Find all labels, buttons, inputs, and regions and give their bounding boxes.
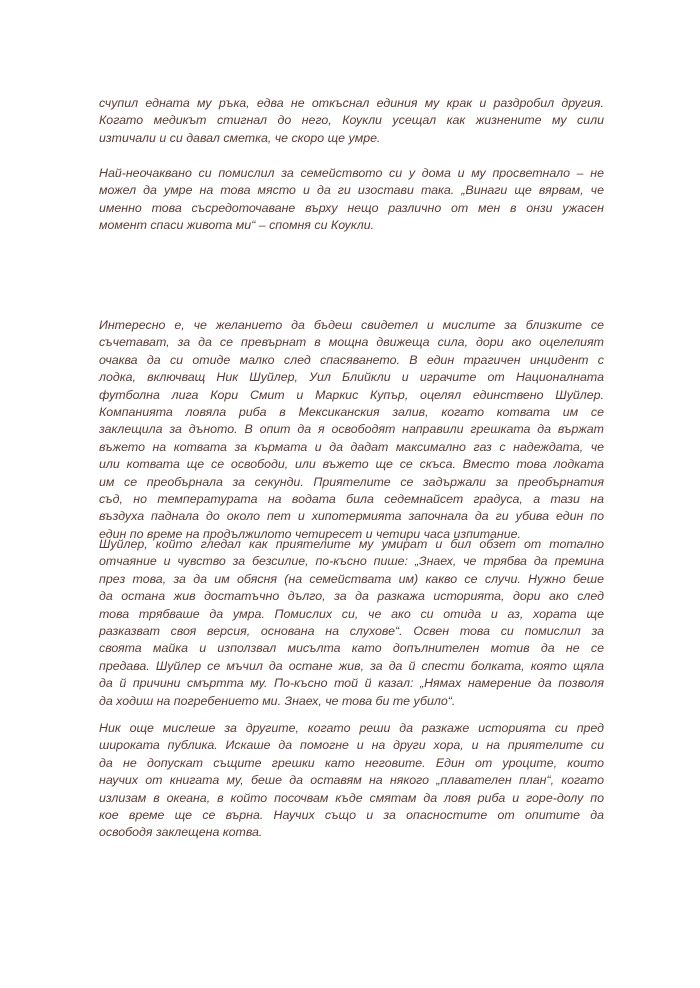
text-line: съчетават, за да се превърнат в мощна движеща сила, дори ако оцелелият — [99, 335, 604, 350]
text-line: кое време ще се върна. Научих също и за опасностите от опитите да — [99, 808, 604, 823]
text-line: да й причини смъртта му. По-късно той й казал: „Нямах намерение да позволя — [99, 676, 604, 691]
text-line: съд, но температурата на водата била седемнайсет градуса, а тази на — [99, 492, 604, 507]
text-line: Най-неочаквано си помислил за семейството си у дома и му просветнало – не — [99, 166, 604, 180]
text-line: това трябваше да умра. Помислих си, че ако си отида и аз, хората ще — [99, 606, 604, 621]
paragraph-5 — [99, 720, 604, 842]
text-line: своята майка и използвал мисълта като допълнителен мотив да не се — [99, 641, 604, 656]
text-line: да не допускат същите грешки като неговите. Един от уроците, които — [99, 755, 604, 770]
text-line: заклещила за дъното. В опит да я освободят направили грешката да вържат — [99, 422, 604, 437]
text-line: счупил едната му ръка, едва не откъснал единия му крак и раздробил другия. — [99, 96, 604, 110]
text-line: излизам в океана, в който посочвам къде смятам да ловя риба и горе-долу по — [99, 790, 604, 805]
text-line: да остана жив достатъчно дълго, за да разкажа историята, дори ако след — [99, 589, 604, 604]
text-line: лодка, включващ Ник Шуйлер, Уил Блийкли и играчите от Националната — [99, 370, 604, 385]
text-line: да ходиш на погребението ми. Знаех, че това би те убило“. — [99, 693, 456, 708]
text-line: или котвата ще се освободи, или въжето ще се скъса. Вместо това лодката — [99, 457, 604, 472]
text-line: през това, за да им обясня (на семействата им) какво се случи. Нужно беше — [99, 571, 604, 586]
text-line: въжето на котвата за кърмата и да дадат максимално газ с надеждата, че — [99, 439, 604, 454]
text-line: именно това съсредоточаване върху нещо различно от мен в онзи ужасен — [99, 200, 604, 215]
paragraph-1 — [99, 95, 604, 147]
text-line: разказват своя версия, основана на слухове“. Освен това си помислил за — [99, 624, 604, 639]
text-line: футболна лига Кори Смит и Маркис Купър, оцелял единствено Шуйлер. — [99, 387, 604, 402]
text-line: освободя заклещена котва. — [99, 825, 263, 840]
text-line: Ник още мислеше за другите, когато реши да разкаже историята си пред — [99, 721, 604, 735]
text-line: очаква да си отиде малко след спасяването. В един трагичен инцидент с — [99, 352, 604, 367]
text-line: въздуха паднала до около пет и хипотермията започнала да ги убива един по — [99, 509, 604, 524]
text-line: момент спаси живота ми“ – спомня си Коукли. — [99, 218, 375, 233]
paragraph-4 — [99, 536, 604, 710]
text-line: Шуйлер, който гледал как приятелите му умират и бил обзет от тотално — [99, 537, 604, 551]
text-line: научих от книгата му, беше да оставям на някого „плавателен план“, когато — [99, 773, 604, 788]
text-line: предава. Шуйлер се мъчил да остане жив, за да й спести болката, която щяла — [99, 658, 604, 673]
text-line: един по време на продължилото четиресет и четири часа изпитание. — [99, 526, 521, 541]
text-line: можел да умре на това място и да ги изостави така. „Винаги ще вярвам, че — [99, 183, 604, 198]
text-line: Интересно е, че желанието да бъдеш свидетел и мислите за близките се — [99, 318, 604, 332]
text-line: отчаяние и чувство за безсилие, по-късно пише: „Знаех, че трябва да премина — [99, 554, 604, 569]
text-line: широката публика. Искаше да помогне и на други хора, и на приятелите си — [99, 738, 604, 753]
text-line: Компанията ловяла риба в Мексиканския залив, когато котвата им се — [99, 405, 604, 420]
text-line: Когато медикът стигнал до него, Коукли усещал как жизнените му сили — [99, 113, 604, 128]
paragraph-2 — [99, 165, 604, 235]
paragraph-3 — [99, 317, 604, 543]
text-line: им се преобърнала за секунди. Приятелите се задържали за преобърнатия — [99, 474, 604, 489]
text-line: изтичали и си давал сметка, че скоро ще умре. — [99, 130, 381, 145]
